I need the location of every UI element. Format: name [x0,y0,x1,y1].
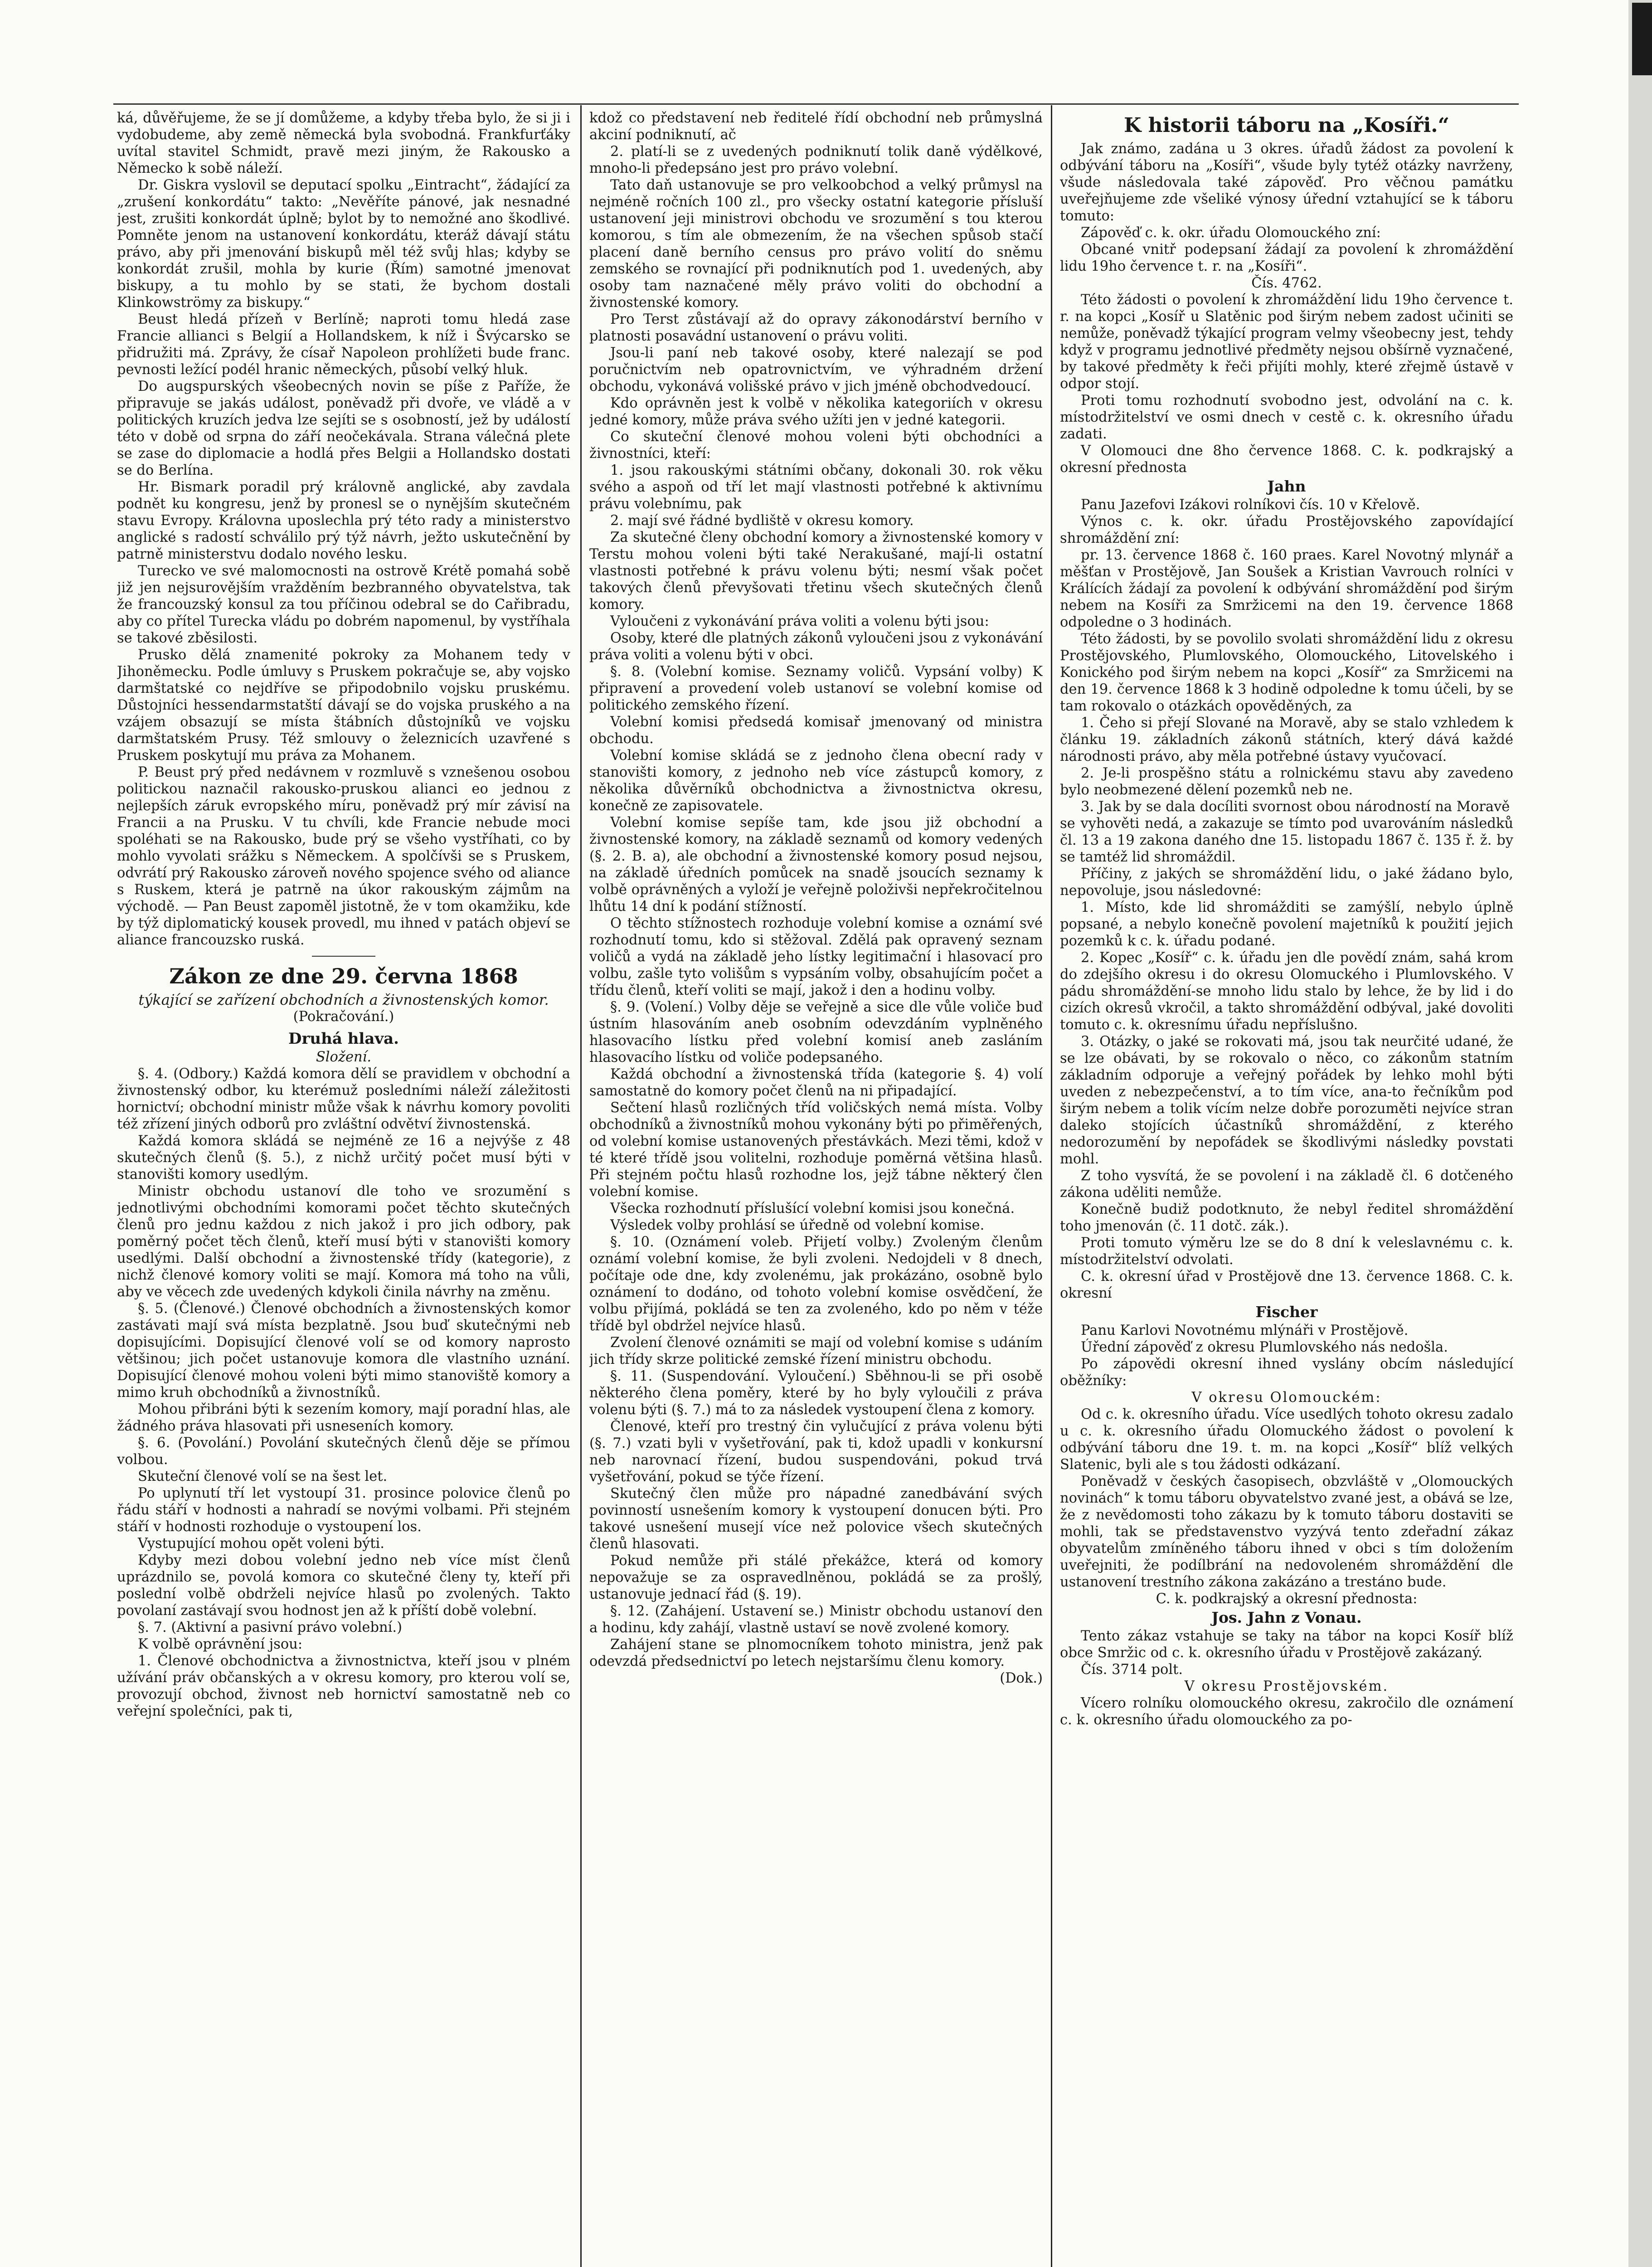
col2-para: §. 8. (Volební komise. Seznamy voličů. Vypsání volby) K připravení a provedení voleb ustanoví se volební komise od politického zemského řízení. [589,664,1043,713]
top-rule [113,103,1519,105]
col2-para: §. 9. (Volení.) Volby děje se veřejně a sice dle vůle voliče buď ústním hlasováním aneb osobním odevzdáním vyplněného hlasovacího lístku před volební komisí aneb zasláním hlasovacího lístku od voliče podepsaného. [589,999,1043,1065]
col2-para: 2. mají své řádné bydliště v okresu komory. [610,513,914,529]
col3-para: Jak známo, zadána u 3 okres. úřadů žádost za povolení k odbývání táboru na „Kosíři“, všude byly tytéž otázky navrženy, všude následovala také zápověď. Pro věčnou památku uveřejňujeme zde všeliké výnosy úřední vztahující se k táboru tomuto: [1060,141,1513,224]
col2-para: Každá obchodní a živnostenská třída (kategorie §. 4) volí samostatně do komory počet členů na ni připadající. [589,1066,1043,1099]
col3-para: Čís. 4762. [1251,275,1322,291]
col2-para: §. 10. (Oznámení voleb. Přijetí volby.) Zvoleným členům oznámí volební komise, že byli zvoleni. Nedojdeli v 8 dnech, počítaje ode dne, kdy zvolenému, jak prokázáno, osobně bylo oznámení to dodáno, od tohoto volební komise osvědčení, že volbu přijímá, pokládá se ten za zvoleného, kdo po něm v téže třídě byl obdržel nejvíce hlasů. [589,1234,1043,1334]
col2-para: Pro Terst zůstávají až do opravy zákonodárství berního v platnosti posavádní ustanovení o právu voliti. [589,311,1043,344]
law-para: Vystupující mohou opět voleni býti. [138,1536,384,1552]
col1-para: ká, důvěřujeme, že se jí domůžeme, a kdyby třeba bylo, že si ji i vydobudeme, aby země německá byla svobodná. Frankfurťáky uvítal stavitel Schmidt, pravě mezi jiným, že Rakousko a Německo k sobě náleží. [117,110,570,176]
signature-fischer: Fischer [1255,1303,1318,1321]
article-end-mark: (Dok.) [1000,1670,1043,1686]
law-title: Zákon ze dne 29. června 1868 [169,964,518,988]
col2-para: Zahájení stane se plnomocníkem tohoto ministra, jenž pak odevzdá předsednictví po letech nejstaršímu členu komory. [589,1637,1043,1669]
law-para: §. 7. (Aktivní a pasivní právo volební.) [138,1620,402,1635]
col2-para: Jsou-li paní neb takové osoby, které nalezají se pod poručnictvím neb opatrovnictvím, ve výhradném držení obchodu, vykonává volišské právo v jich jméně obchodvedoucí. [589,345,1043,394]
col3-para: V Olomouci dne 8ho července 1868. C. k. podkrajský a okresní přednosta [1060,443,1513,476]
col3-para: Proti tomu rozhodnutí svobodno jest, odvolání na c. k. místodržitelství ve osmi dnech v cestě c. k. okresního úřadu zadati. [1060,393,1513,442]
col3-para: Vícero rolníku olomouckého okresu, zakročilo dle oznámení c. k. okresního úřadu olomouckého za po- [1060,1695,1513,1728]
col1-para: Do augspurských všeobecných novin se píše z Paříže, že připravuje se jakás událost, poněvadž při dvoře, ve vládě a v politických kruzích jedva lze sejíti se s osobností, jež by událostí této v době od srpna do září neočekávala. Strana válečná plete se zase do diplomacie a hodlá přes Belgii a Hollandsko dostati se do Berlína. [117,379,570,478]
col2-para: Co skuteční členové mohou voleni býti obchodníci a živnostníci, kteří: [589,429,1043,462]
col3-para: V okresu Prostějovském. [1184,1678,1389,1694]
col2-para: Volební komise skládá se z jednoho člena obecní rady v stanovišti komory, z jednoho neb více zástupců komory, z několika důvěrníků obchodnictva a živnostnictva okresu, konečně ze zapisovatele. [589,748,1043,814]
column-2 [589,110,1043,2267]
column-divider-1 [580,105,582,2267]
col3-para: Zápověď c. k. okr. úřadu Olomouckého zní: [1081,225,1381,241]
col3-para: Úřední zápověď z okresu Plumlovského nás nedošla. [1081,1339,1448,1355]
column-divider-2 [1051,105,1052,2267]
scan-edge-mark [1632,3,1652,75]
col2-para: Všecka rozhodnutí příslušící volební komisi jsou konečná. [610,1201,1015,1216]
col3-para: Čís. 3714 polt. [1081,1662,1183,1678]
col3-para: Výnos c. k. okr. úřadu Prostějovského zapovídající shromáždění zní: [1060,514,1513,546]
column-1 [117,110,570,2267]
col1-para: Dr. Giskra vyslovil se deputací spolku „Eintracht“, žádající za „zrušení konkordátu“ takto: „Nevěříte pánové, jak nesnadné jest, zrušiti konkordát úplně; bylot by to nemožné ano škodlivé. Pomněte jenom na ustanovení konkordátu, kteráž dávají státu právo, aby při jmenování biskupů měl též svůj hlas; kdyby se konkordát zrušil, mohla by kurie (Řím) samotné jmenovat biskupy, a tu mohlo by se stati, že bychom dostali Klinkowströmy za biskupy.“ [117,177,570,311]
col1-para: Turecko ve své malomocnosti na ostrově Krétě pomahá sobě již jen nejsurovějším vražděním bezbranného obyvatelstva, tak že francouzský konsul za tou příčinou odebral se do Cařibradu, aby co přítel Turecka vládu po dobrém napomenul, by vystříhala se takové zběsilosti. [117,563,570,646]
col2-para: Pokud nemůže při stálé překážce, která od komory nepovažuje se za ospravedlněnou, pokládá se za prošlý, ustanovuje jednací řád (§. 19). [589,1553,1043,1602]
col3-para: Této žádosti o povolení k zhromáždění lidu 19ho července t. r. na kopci „Kosíř u Slatěnic pod širým nebem zadost učiniti se nemůže, poněvadž týkající program velmy všeobecny jest, tehdy když v programu jednotlivé předměty nejsou obšírně vyznačené, by takové předměty k řeči přijíti mohly, které zřejmě ústavě v odpor stojí. [1060,292,1513,392]
col3-para: 1. Místo, kde lid shromážditi se zamýšlí, nebylo úplně popsané, a nebylo konečně povolení majetníků k použití jejich pozemků k c. k. úřadu podané. [1060,900,1513,949]
col2-para: Členové, kteří pro trestný čin vylučující z práva volenu býti (§. 7.) vzati byli v vyšetřování, pak ti, kdož upadli v konkursní neb narovnací řízení, budou suspendováni, pokud trvá vyšetřování, pokud se týče řízení. [589,1419,1043,1485]
col3-para: C. k. okresní úřad v Prostějově dne 13. července 1868. C. k. okresní [1060,1269,1513,1301]
col3-para: Panu Karlovi Novotnému mlýnáři v Prostějově. [1081,1323,1409,1338]
col2-para: O těchto stížnostech rozhoduje volební komise a oznámí své rozhodnutí tomu, kdo si stěžoval. Zdělá pak opravený seznam voličů a vydá na základě jeho lístky legitimační i hlasovací pro volbu, zašle tyto volišům s vypsáním volby, obsahujícím počet a třídu členů, kteří voliti se mají, jakož i den a hodinu volby. [589,915,1043,998]
col3-para: Konečně budiž podotknuto, že nebyl ředitel shromáždění toho jmenován (č. 11 dotč. zák.). [1060,1202,1513,1234]
col3-para: 3. Otázky, o jaké se rokovati má, jsou tak neurčité udané, že se lze obávati, by se rokovalo o něco, co zákonům statním základním odporuje a veřejný pořádek by lehko mohl býti uveden z nebezpečenství, a to tím více, ana-to řečníkům pod širým nebem a tolik vícím nelze dobře porozuměti nejvíce stran daleko stojících účastníků shromáždění, z kterého nedorozumění by nepofádek se škodlivými následky povstati mohl. [1060,1034,1513,1167]
col1-para: Hr. Bismark poradil prý královně anglické, aby zavdala podnět ku kongresu, jenž by pronesl se o nynějším skutečném stavu Evropy. Královna uposlechla prý této rady a ministerstvo anglické s radostí schválilo prý týž návrh, ježto uskutečnění by patrně ministerstvu dodalo nového lesku. [117,479,570,562]
law-subtitle: týkající se zařízení obchodních a živnostenských komor. [138,991,549,1008]
col3-para: se vyhověti nedá, a zakazuje se tímto pod uvarováním následků čl. 13 a 19 zakona daného dne 15. listopadu 1867 č. 135 ř. ž. by se tamtéž lid shromáždil. [1060,816,1513,865]
col1-para: P. Beust prý před nedávnem v rozmluvě s vznešenou osobou politickou naznačil rakousko-pruskou alianci eo jednou z nejlepších záruk evropského míru, poněvadž prý mír závisí na Francii a na Prusku. V tu chvíli, kde Francie nebude moci spoléhati se na Rakousko, bude prý se všeho vystříhati, co by mohlo vyvolati srážku s Německem. A spolčívši se s Pruskem, odvrátí prý Rakousko zároveň nového spojence svého od aliance s Ruskem, která je patrně na úkor rakouským zájmům na východě. — Pan Beust zapoměl jistotně, že v tom okamžiku, kde by týž diplomatický kousek provedl, mu ihned v patách objeví se aliance francouzsko ruská. [117,764,570,948]
col1-para: Beust hledá přízeň v Berlíně; naproti tomu hledá zase Francie allianci s Belgií a Hollandskem, k níž i Švýcarsko se přidružiti má. Zprávy, že císař Napoleon prohlížeti bude franc. pevnosti ležící podél hranic německých, působí velký hluk. [117,311,570,378]
law-para: Skuteční členové volí se na šest let. [138,1469,388,1484]
law-para: 1. Členové obchodnictva a živnostnictva, kteří jsou v plném užívání práv občanských a v okresu komory, pro kterou volí se, provozují obchod, živnost neb hornictví samostatně neb co veřejní společníci, pak ti, [117,1653,570,1719]
law-para: K volbě oprávnění jsou: [138,1636,303,1652]
col3-para: 1. Čeho si přejí Slované na Moravě, aby se stalo vzhledem k článku 19. základních zákonů státních, který dává každé národnosti právo, aby měla potřebné ústavy vyučovací. [1060,715,1513,764]
col2-para: Tato daň ustanovuje se pro velkoobchod a velký průmysl na nejméně ročních 100 zl., pro všecky ostatní kategorie přísluší ustanovení jeji ministrovi obchodu ve srozumění s tou kterou komorou, s tím ale obmezením, že na všechen spůsob stačí placení daně berního census pro právo volití do sněmu zemského se rovnající při podniknutích pod 1. uvedených, aby osoby tam naznačené měly právo voliti do obchodní a živnostenské komory. [589,177,1043,311]
col2-para: Osoby, které dle platných zákonů vyloučeni jsou z vykonávání práva voliti a volenu býti v obci. [589,630,1043,663]
col3-para: 2. Je-li prospěšno státu a rolnickému stavu aby zavedeno bylo neobmezené dělení pozemků neb ne. [1060,765,1513,798]
col2-para: kdož co představení neb ředitelé řídí obchodní neb průmyslná akciní podniknutí, ač [589,110,1043,143]
law-para: §. 4. (Odbory.) Každá komora dělí se pravidlem v obchodní a živnostenský odbor, ku kterémuž posledními náleží záležitosti hornictví; obchodní ministr může však k návrhu komory povoliti též zřízení jiných odborů pro zvláštní odvětví živnostenská. [117,1066,570,1132]
col2-para: 1. jsou rakouskými státními občany, dokonali 30. rok věku svého a aspoň od tří let mají vlastnosti potřebné k aktivnímu právu volebnímu, pak [589,462,1043,512]
col2-para: Sečtení hlasů rozličných tříd voličských nemá místa. Volby obchodníků a živnostníků mohou vykonány býti po přiměřených, od volební komise ustanovených přestávkách. Mezi těmi, kdož v té které třídě jsou volitelni, rozhoduje poměrná většina hlasů. Při stejném počtu hlasů rozhodne los, jejž tábne některý člen volební komise. [589,1100,1043,1200]
col3-para: Této žádosti, by se povolilo svolati shromáždění lidu z okresu Prostějovského, Plumlovského, Olomouckého, Litovelského i Konického pod širým nebem na kopci „Kosíř“ za Smržicemi na den 19. července 1868 k 3 hodině odpoledne k tomu účeli, by se tam rokovalo o otázkách opověděných, za [1060,631,1513,714]
col2-para: Výsledek volby prohlásí se úředně od volební komise. [610,1217,985,1233]
section-rule [312,956,375,957]
part-heading: Druhá hlava. [288,1030,399,1048]
col3-para: Obcané vnitř podepsaní žádají za povolení k zhromáždění lidu 19ho července t. r. na „Kosíři“. [1060,242,1513,274]
col3-para: Poněvadž v českých časopisech, obzvláště v „Olomouckých novinách“ k tomu táboru obyvatelstvo zvané jest, a obává se lze, že z nevědomosti toho zákazu by k tomuto táboru dostaviti se mohli, tak se představenstvo vyzývá tento zdeřadní zákaz obyvatelům zmíněného táboru ihned v obci s tím doložením uveřejniti, že podílbrání na nedovoleném shromáždění dle ustanovení trestního zákona zakázáno a trestáno bude. [1060,1474,1513,1590]
col2-para: Volební komise sepíše tam, kde jsou již obchodní a živnostenské komory, na základě seznamů od komory vedených (§. 2. B. a), ale obchodní a živnostenské komory posud nejsou, na základě úředních pomůcek na snadě jsoucích seznamy k volbě oprávněných a vyloží je veřejně položivši nepřekročitelnou lhůtu 14 dní k podání stížností. [589,815,1043,915]
col2-para: §. 12. (Zahájení. Ustavení se.) Ministr obchodu ustanoví den a hodinu, kdy zahájí, vlastně ustaví se nově zvolené komory. [589,1603,1043,1636]
signature-jahn: Jahn [1267,477,1306,495]
law-para: Mohou přibráni býti k sezením komory, mají poradní hlas, ale žádného práva hlasovati při usneseních komory. [117,1401,570,1434]
col3-para: pr. 13. července 1868 č. 160 praes. Karel Novotný mlynář a měšťan v Prostějově, Jan Soušek a Kristian Vavrouch rolníci v Králících žádají za povolení k odbývání shromáždění pod širým nebem na Kosíři za Smržicemi na den 19. července 1868 odpoledne o 3 hodinách. [1060,547,1513,630]
column-3 [1060,110,1513,2267]
col3-para: Příčiny, z jakých se shromáždění lidu, o jaké žádano bylo, nepovoluje, jsou následovné: [1060,866,1513,899]
law-para: Po uplynutí tří let vystoupí 31. prosince polovice členů po řádu stáří v hodnosti a nahradí se novými volbami. Při stejném stáří v hodnosti rozhoduje o vystoupení los. [117,1485,570,1535]
col2-para: Kdo oprávněn jest k volbě v několika kategoriích v okresu jedné komory, může práva svého užíti jen v jedné kategorii. [589,395,1043,428]
scan-edge [1628,0,1652,2267]
col3-para: Panu Jazefovi Izákovi rolníkovi čís. 10 v Křelově. [1081,497,1420,513]
law-continuation: (Pokračování.) [293,1009,394,1025]
col3-para: Proti tomuto výměru lze se do 8 dní k veleslavnému c. k. místodržitelství odvolati. [1060,1235,1513,1268]
col2-para: Vyloučeni z vykonávání práva voliti a volenu býti jsou: [610,613,989,629]
law-para: Kdyby mezi dobou volební jedno neb více míst členů uprázdnilo se, povolá komora co skutečné členy ty, kteří při poslední volbě obdrželi nejvíce hlasů po zvolených. Takto povolaní zastávají svou hodnost jen až k příští době volební. [117,1552,570,1619]
col3-para: V okresu Olomouckém: [1191,1390,1382,1406]
part-subheading: Složení. [316,1049,372,1065]
law-para: §. 5. (Členové.) Členové obchodních a živnostenských komor zastávati mají svá místa bezplatně. Jsou buď skutečnými neb dopisujícími. Dopisující členové volí se od komory naprosto většinou; jich počet ustanovuje komora dle vlastního uznání. Dopisující členové mohou voleni býti mimo stanoviště komory a mimo kruh obchodníků a živnostníků. [117,1301,570,1401]
col2-para: Volební komisi předsedá komisař jmenovaný od ministra obchodu. [589,714,1043,747]
law-para: Ministr obchodu ustanoví dle toho ve srozumění s jednotlivými obchodními komorami počet těchto skutečných členů pro jednu každou z nich jakož i pro jich odbory, pak poměrný počet těch členů, kteří musí býti v stanovišti komory usedlými. Další obchodní a živnostenské třídy (kategorie), z nichž členové komory voliti se mají. Komora má toho na vůli, aby ve věcech zde uvedených kdykoli činila návrhy na změnu. [117,1183,570,1300]
col3-para: Z toho vysvítá, že se povolení i na základě čl. 6 dotčeného zákona uděliti nemůže. [1060,1168,1513,1201]
law-para: Každá komora skládá se nejméně ze 16 a nejvýše z 48 skutečných členů (§. 5.), z nichž určitý počet musí býti v stanovišti komory usedlým. [117,1133,570,1182]
col1-para: Prusko dělá znamenité pokroky za Mohanem tedy v Jihoněmecku. Podle úmluvy s Pruskem pokračuje se, aby vojsko darmštatské co nejdříve se připodobnilo vojsku pruskému. Důstojníci hessendarmstatští dávají se do vojska pruského a na vzájem obsazují se místa štábních důstojníků ve vojsku darmštatském Prusy. Též smlouvy o železnicích uzavřené s Pruskem poskytují mu práva za Mohanem. [117,647,570,764]
col3-para: Od c. k. okresního úřadu. Více usedlých tohoto okresu zadalo u c. k. okresního úřadu Olomuckého žádost o povolení k odbývání táboru dne 19. t. m. na kopci „Kosíř“ blíž velkých Slatenic, byli ale s tou žádosti odkázaní. [1060,1406,1513,1473]
col2-para: §. 11. (Suspendování. Vyloučení.) Sběhnou-li se při osobě některého člena poměry, které by ho byly vyloučili z práva volenu býti (§. 7.) má to za následek vystoupení člena z komory. [589,1368,1043,1418]
signature-jos-jahn: Jos. Jahn z Vonau. [1211,1609,1362,1626]
col3-para: 2. Kopec „Kosíř“ c. k. úřadu jen dle povědí znám, sahá krom do zdejšího okresu i do okresu Olomuckého i Plumlovského. V pádu shromáždění-se mnoho lidu stalo by lehce, že by lid i do cizích okresů vkročil, a takto shromáždění odbýval, jaké dovoliti tomuto c. k. okresnímu úřadu nepříslušno. [1060,950,1513,1033]
law-para: §. 6. (Povolání.) Povolání skutečných členů děje se přímou volbou. [117,1435,570,1468]
article-title: K historii táboru na „Kosíři.“ [1124,114,1449,137]
col2-para: Za skutečné členy obchodní komory a živnostenské komory v Terstu mohou voleni býti také Nerakušané, mají-li ostatní vlastnosti potřebné k právu volenu býti; nesmí však počet takových členů převyšovati třetinu všech skutečných členů komory. [589,530,1043,613]
col3-para: Po zápovědi okresní ihned vyslány obcím následující oběžníky: [1060,1356,1513,1389]
col3-para: C. k. podkrajský a okresní přednosta: [1156,1591,1418,1607]
col3-para: 3. Jak by se dala docíliti svornost obou národností na Moravě [1081,799,1510,815]
col3-para: Tento zákaz vstahuje se taky na tábor na kopci Kosíř blíž obce Smržic od c. k. okresního úřadu v Prostějově zakázaný. [1060,1628,1513,1661]
col2-para: Zvolení členové oznámiti se mají od volební komise s udáním jich třídy skrze politické zemské řízení ministru obchodu. [589,1335,1043,1367]
col2-para: 2. platí-li se z uvedených podniknutí tolik daně výdělkové, mnoho-li předepsáno jest pro právo volební. [589,144,1043,176]
col2-para: Skutečný člen může pro nápadné zanedbávání svých povinností usnešením komory k vystoupení donucen býti. Pro takové usnešení musejí více než polovice všech skutečných členů hlasovati. [589,1486,1043,1552]
